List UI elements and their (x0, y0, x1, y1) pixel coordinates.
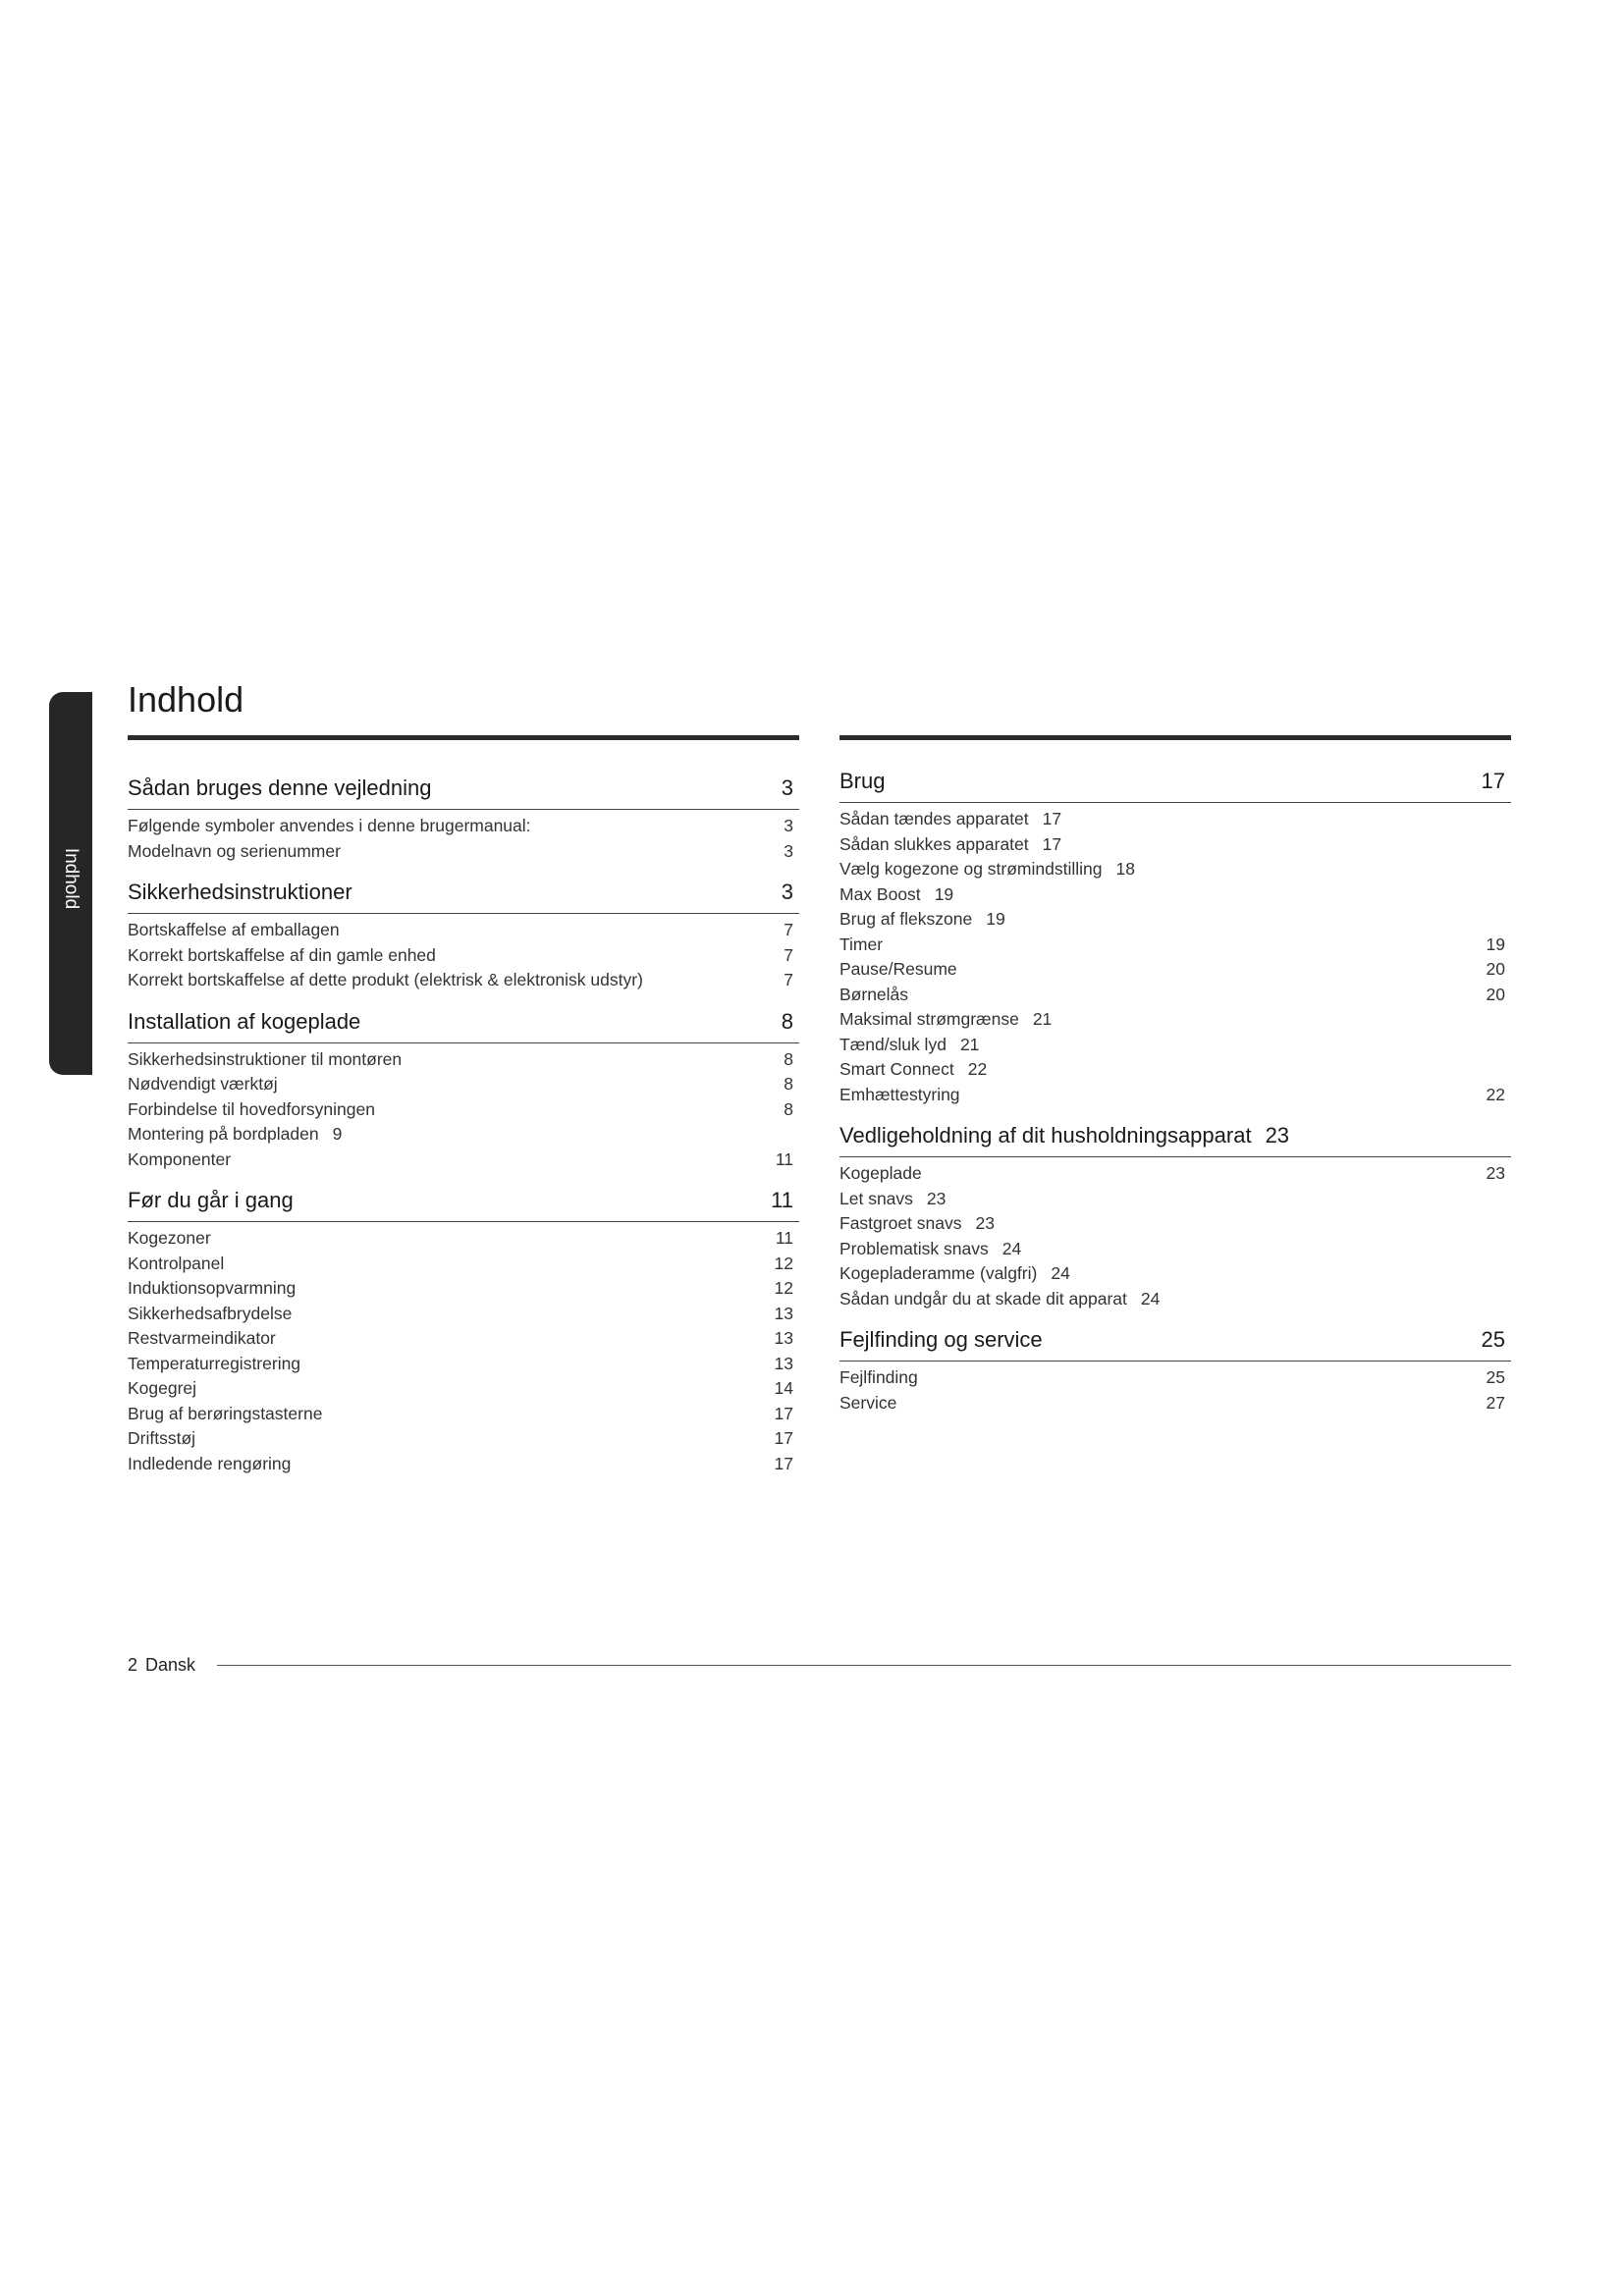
toc-entry-page: 17 (774, 1428, 793, 1448)
toc-entry-page: 20 (1486, 959, 1505, 979)
toc-entry[interactable] (128, 839, 799, 865)
toc-entry[interactable] (839, 1161, 1511, 1187)
toc-entry[interactable] (128, 943, 799, 969)
toc-entry-page: 13 (774, 1353, 793, 1373)
toc-entry[interactable] (128, 1452, 799, 1477)
toc-entry-text: Problematisk snavs (839, 1238, 989, 1258)
toc-section-title: Før du går i gang (128, 1188, 294, 1212)
toc-entry-page: 11 (775, 1228, 793, 1248)
toc-section-title: Fejlfinding og service (839, 1327, 1043, 1352)
toc-entry-text: Pause/Resume (839, 959, 957, 979)
footer-language: Dansk (145, 1655, 196, 1675)
toc-entry[interactable] (128, 1326, 799, 1352)
toc-entry-text: Emhættestyring (839, 1084, 960, 1104)
toc-entry-text: Vælg kogezone og strømindstilling (839, 859, 1103, 879)
toc-entry[interactable] (839, 832, 1511, 858)
toc-entry-text: Temperaturregistrering (128, 1353, 301, 1373)
toc-entry-text: Fastgroet snavs (839, 1213, 962, 1233)
toc-entry-text: Følgende symboler anvendes i denne brugermanual: (128, 816, 531, 835)
toc-entry-text: Restvarmeindikator (128, 1328, 276, 1348)
toc-section-heading[interactable] (128, 775, 799, 810)
toc-section-heading[interactable] (128, 1009, 799, 1043)
toc-column-right (839, 769, 1511, 1431)
toc-entry-page: 21 (1032, 1009, 1053, 1029)
side-tab-label: Indhold (61, 847, 81, 910)
toc-entry[interactable] (128, 1097, 799, 1123)
toc-entry-page: 24 (1051, 1263, 1070, 1283)
toc-entry-page: 22 (967, 1059, 988, 1079)
toc-entry-text: Forbindelse til hovedforsyningen (128, 1098, 375, 1119)
toc-entry[interactable] (128, 1376, 799, 1402)
toc-entry[interactable] (839, 1083, 1511, 1108)
toc-entry[interactable] (128, 918, 799, 943)
toc-entry-text: Sikkerhedsinstruktioner til montøren (128, 1048, 403, 1069)
toc-entry-page: 17 (774, 1403, 793, 1423)
toc-entry-text: Modelnavn og serienummer (128, 840, 341, 861)
toc-entry-page: 14 (774, 1378, 793, 1398)
toc-entry[interactable] (128, 1402, 799, 1427)
toc-entry-page: 19 (934, 883, 954, 904)
toc-entry-page: 7 (784, 920, 793, 939)
toc-section (128, 1188, 799, 1476)
toc-entry[interactable] (128, 1047, 799, 1073)
toc-entry-text: Nødvendigt værktøj (128, 1074, 278, 1094)
toc-section-title: Vedligeholdning af dit husholdningsapparat (839, 1123, 1252, 1148)
toc-section-title: Brug (839, 769, 886, 793)
toc-section-page: 3 (781, 880, 793, 904)
toc-entry[interactable] (839, 1237, 1511, 1262)
toc-entry-page: 3 (784, 816, 793, 835)
toc-entry-list (128, 1222, 799, 1476)
toc-section-page: 11 (771, 1188, 793, 1212)
toc-entry[interactable] (128, 1276, 799, 1302)
toc-entry-text: Korrekt bortskaffelse af din gamle enhed (128, 944, 436, 965)
toc-section-heading[interactable] (128, 1188, 799, 1222)
toc-entry-page: 9 (332, 1124, 343, 1144)
toc-section-page: 8 (781, 1008, 793, 1034)
toc-entry-page: 21 (959, 1034, 980, 1054)
toc-entry-page: 12 (774, 1278, 793, 1298)
toc-entry-page: 8 (784, 1074, 793, 1094)
toc-entry[interactable] (839, 882, 1511, 908)
toc-entry[interactable] (839, 1211, 1511, 1237)
toc-entry[interactable] (128, 1072, 799, 1097)
toc-entry-list (839, 803, 1511, 1107)
toc-entry[interactable] (128, 1226, 799, 1252)
page-number: 2 (128, 1655, 138, 1675)
toc-entry-text: Sådan slukkes apparatet (839, 833, 1029, 854)
toc-entry[interactable] (839, 1365, 1511, 1391)
toc-section (839, 769, 1511, 1107)
toc-entry-text: Fejlfinding (839, 1367, 918, 1387)
toc-entry[interactable] (839, 1057, 1511, 1083)
toc-section-heading[interactable] (839, 1123, 1511, 1157)
toc-entry-page: 17 (1042, 809, 1062, 828)
toc-entry-page: 19 (986, 909, 1005, 929)
toc-entry[interactable] (839, 933, 1511, 958)
toc-entry-text: Kontrolpanel (128, 1253, 225, 1273)
toc-entry-page: 13 (774, 1328, 793, 1348)
toc-entry[interactable] (128, 1352, 799, 1377)
page-title: Indhold (128, 679, 244, 720)
toc-entry-page: 18 (1115, 859, 1135, 879)
toc-entry-page: 17 (1042, 833, 1062, 854)
toc-entry-text: Brug af flekszone (839, 909, 973, 929)
footer-rule (217, 1665, 1511, 1667)
toc-entry[interactable] (128, 1122, 799, 1148)
toc-entry-text: Induktionsopvarmning (128, 1278, 297, 1298)
toc-entry-list (128, 810, 799, 864)
toc-entry-text: Brug af berøringstasterne (128, 1403, 323, 1423)
title-rule-left (128, 735, 799, 740)
toc-entry-page: 7 (784, 970, 793, 989)
toc-entry-page: 3 (784, 840, 793, 861)
toc-entry-page: 23 (975, 1213, 995, 1233)
toc-entry-text: Kogezoner (128, 1228, 211, 1248)
toc-section-heading[interactable] (839, 1327, 1511, 1362)
toc-section-title: Installation af kogeplade (128, 1008, 361, 1034)
toc-entry[interactable] (839, 857, 1511, 882)
toc-entry-page: 8 (784, 1098, 793, 1119)
toc-entry-text: Indledende rengøring (128, 1453, 292, 1473)
toc-entry-text: Børnelås (839, 984, 909, 1004)
toc-entry-page: 19 (1486, 934, 1505, 954)
toc-entry[interactable] (839, 957, 1511, 983)
toc-entry-text: Korrekt bortskaffelse af dette produkt (elektrisk & elektronisk udstyr) (128, 970, 643, 989)
toc-section-heading[interactable] (839, 769, 1511, 803)
toc-entry[interactable] (128, 968, 799, 993)
page-footer (128, 1655, 1511, 1676)
toc-entry-page: 23 (926, 1188, 947, 1208)
toc-entry-page: 24 (1001, 1238, 1022, 1258)
toc-entry[interactable] (128, 1302, 799, 1327)
toc-entry-page: 13 (774, 1303, 793, 1323)
toc-entry-text: Kogepladeramme (valgfri) (839, 1263, 1038, 1283)
toc-section-page: 25 (1481, 1327, 1505, 1352)
toc-section (128, 775, 799, 864)
toc-section-page: 3 (781, 775, 793, 800)
toc-entry-text: Kogeplade (839, 1163, 922, 1183)
toc-entry[interactable] (839, 1033, 1511, 1058)
toc-entry-text: Max Boost (839, 883, 921, 904)
toc-entry[interactable] (128, 1148, 799, 1173)
toc-entry[interactable] (839, 1007, 1511, 1033)
toc-entry-text: Let snavs (839, 1188, 913, 1208)
toc-section (128, 880, 799, 993)
toc-section-page: 23 (1265, 1123, 1290, 1148)
toc-entry-text: Montering på bordpladen (128, 1124, 319, 1144)
toc-entry[interactable] (839, 807, 1511, 832)
toc-entry-text: Smart Connect (839, 1059, 954, 1079)
toc-entry[interactable] (839, 1391, 1511, 1416)
toc-entry-list (128, 1043, 799, 1173)
toc-entry-page: 25 (1486, 1367, 1505, 1387)
toc-entry[interactable] (839, 1287, 1511, 1312)
toc-entry-page: 7 (784, 944, 793, 965)
toc-entry-text: Bortskaffelse af emballagen (128, 920, 340, 939)
toc-entry-page: 27 (1486, 1392, 1505, 1413)
toc-entry[interactable] (128, 814, 799, 839)
toc-entry-text: Sådan tændes apparatet (839, 809, 1029, 828)
toc-entry[interactable] (839, 907, 1511, 933)
toc-entry[interactable] (839, 1261, 1511, 1287)
toc-entry-page: 20 (1486, 984, 1505, 1004)
toc-section-page: 17 (1481, 769, 1505, 793)
title-rule-right (839, 735, 1511, 740)
toc-entry-text: Maksimal strømgrænse (839, 1009, 1019, 1029)
toc-entry-page: 17 (774, 1453, 793, 1473)
toc-entry-page: 8 (784, 1048, 793, 1069)
toc-entry-list (839, 1157, 1511, 1311)
toc-section-title: Sikkerhedsinstruktioner (128, 880, 352, 904)
toc-section (128, 1009, 799, 1173)
toc-entry-page: 24 (1140, 1288, 1161, 1308)
toc-entry-page: 22 (1486, 1084, 1505, 1104)
toc-entry-text: Service (839, 1392, 897, 1413)
toc-entry-text: Timer (839, 934, 884, 954)
toc-entry-list (839, 1362, 1511, 1415)
toc-entry[interactable] (128, 1252, 799, 1277)
toc-entry-page: 12 (774, 1253, 793, 1273)
toc-entry-list (128, 914, 799, 993)
toc-entry[interactable] (839, 1187, 1511, 1212)
toc-column-left (128, 775, 799, 1492)
toc-entry-page: 11 (775, 1148, 793, 1169)
toc-section (839, 1327, 1511, 1415)
toc-entry[interactable] (128, 1426, 799, 1452)
toc-entry-page: 23 (1486, 1163, 1505, 1183)
toc-section-heading[interactable] (128, 880, 799, 914)
toc-entry[interactable] (839, 983, 1511, 1008)
toc-entry-text: Driftsstøj (128, 1428, 196, 1448)
toc-entry-text: Komponenter (128, 1148, 232, 1169)
toc-entry-text: Kogegrej (128, 1378, 197, 1398)
side-tab (49, 692, 92, 1075)
toc-entry-text: Sikkerhedsafbrydelse (128, 1303, 293, 1323)
toc-section (839, 1123, 1511, 1311)
toc-entry-text: Tænd/sluk lyd (839, 1034, 947, 1054)
toc-section-title: Sådan bruges denne vejledning (128, 775, 432, 800)
toc-entry-text: Sådan undgår du at skade dit apparat (839, 1288, 1127, 1308)
